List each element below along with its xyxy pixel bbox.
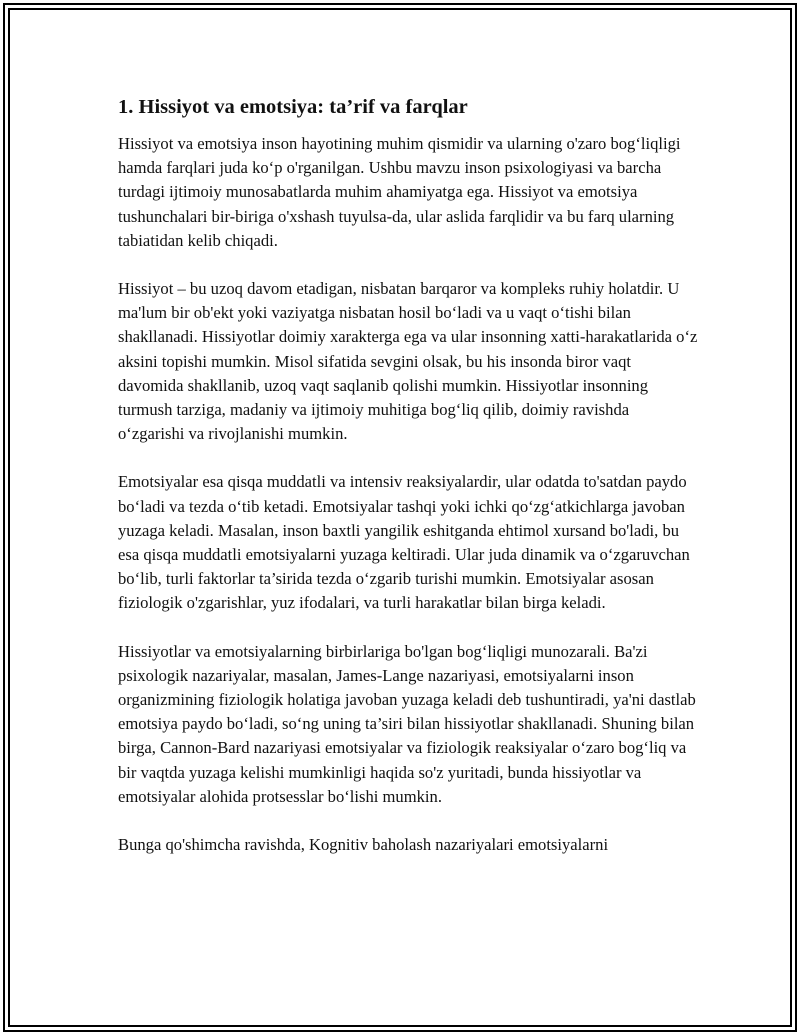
- paragraph-5: Bunga qo'shimcha ravishda, Kognitiv baholash nazariyalari emotsiyalarni: [118, 835, 609, 855]
- paragraph-4: Hissiyotlar va emotsiyalarning birbirlariga bo'lgan bog‘liqligi munozarali. Ba'zi psixologik nazariyalar, masalan, James-Lange nazariyasi, emotsiyalarni inson organizmining fiziologik holatiga javoban yuzaga keladi deb tushuntiradi, ya'ni dastlab emotsiya paydo bo‘ladi, so‘ng uning ta’siri bilan hissiyotlar shakllanadi. Shuning bilan birga, Cannon-Bard nazariyasi emotsiyalar va fiziologik reaksiyalar o‘zaro bog‘liq va bir vaqtda yuzaga kelishi mumkinligi haqida so'z yuritadi, bunda hissiyotlar va emotsiyalar alohida protsesslar bo‘lishi mumkin.: [118, 641, 696, 806]
- section-heading: 1. Hissiyot va emotsiya: ta’rif va farqlar: [118, 96, 468, 118]
- paragraph-1: Hissiyot va emotsiya inson hayotining muhim qismidir va ularning o'zaro bog‘liqligi hamda farqlari juda ko‘p o'rganilgan. Ushbu mavzu inson psixologiyasi va barcha turdagi ijtimoiy munosabatlarda muhim ahamiyatga ega. Hissiyot va emotsiya tushunchalari bir-biriga o'xshash tuyulsa-da, ular aslida farqlidir va bu farq ularning tabiatidan kelib chiqadi.: [118, 134, 681, 250]
- paragraph-3: Emotsiyalar esa qisqa muddatli va intensiv reaksiyalardir, ular odatda to'satdan paydo bo‘ladi va tezda o‘tib ketadi. Emotsiyalar tashqi yoki ichki qo‘zg‘atkichlarga javoban yuzaga keladi. Masalan, inson baxtli yangilik eshitganda ehtimol xursand bo'ladi, bu esa qisqa muddatli emotsiyalarni yuzaga keltiradi. Ular juda dinamik va o‘zgaruvchan bo‘lib, turli faktorlar ta’sirida tezda o‘zgarib turishi mumkin. Emotsiyalar asosan fiziologik o'zgarishlar, yuz ifodalari, va turli harakatlar bilan birga keladi.: [118, 472, 690, 613]
- paragraph-2: Hissiyot – bu uzoq davom etadigan, nisbatan barqaror va kompleks ruhiy holatdir. U ma'lum bir ob'ekt yoki vaziyatga nisbatan hosil bo‘ladi va u vaqt o‘tishi bilan shakllanadi. Hissiyotlar doimiy xarakterga ega va ular insonning xatti-harakatlarida o‘z aksini topishi mumkin. Misol sifatida sevgini olsak, bu his insonda biror vaqt davomida shakllanib, uzoq vaqt saqlanib qolishi mumkin. Hissiyotlar insonning turmush tarziga, madaniy va ijtimoiy muhitiga bog‘liq qilib, doimiy ravishda o‘zgarishi va rivojlanishi mumkin.: [118, 279, 698, 444]
- document-body: [118, 94, 698, 881]
